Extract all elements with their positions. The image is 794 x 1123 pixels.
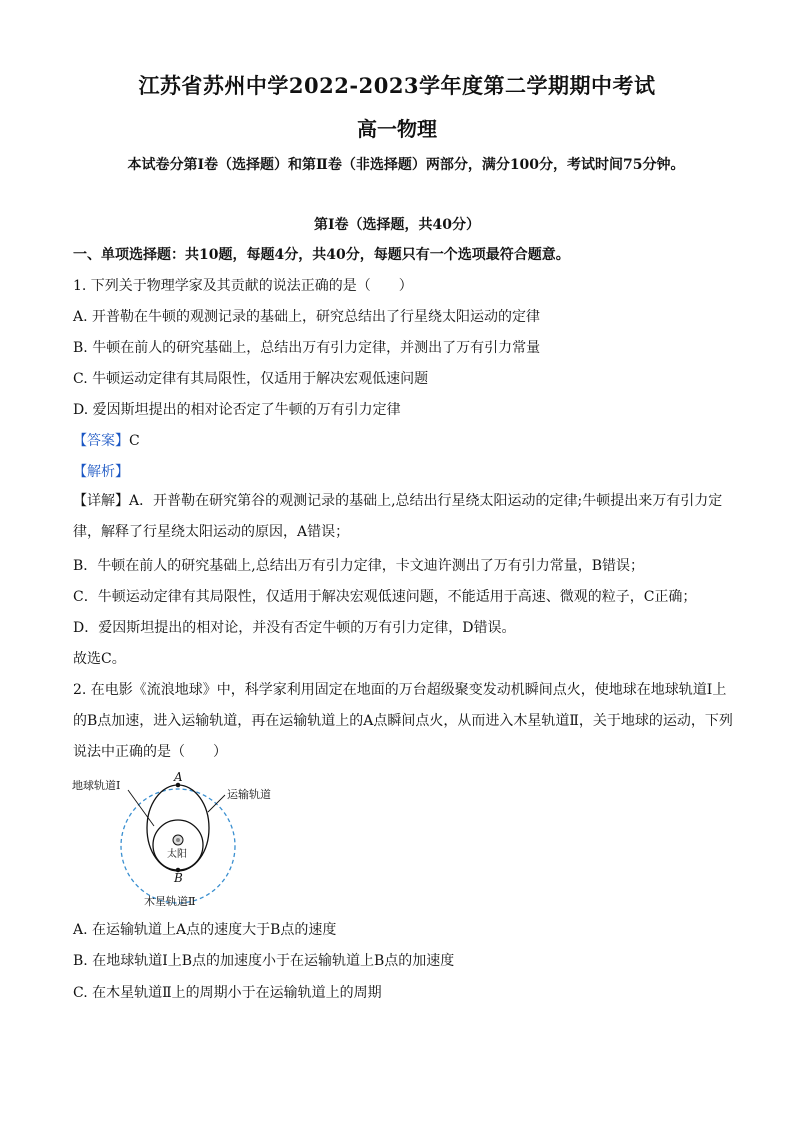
point-b-label: B	[174, 871, 183, 885]
section1-header: 一、单项选择题：共10题，每题4分，共40分，每题只有一个选项最符合题意。	[73, 247, 570, 263]
q1-option-b: B. 牛顿在前人的研究基础上，总结出万有引力定律，并测出了万有引力常量	[73, 340, 541, 356]
q1-option-a: A. 开普勒在牛顿的观测记录的基础上，研究总结出了行星绕太阳运动的定律	[73, 309, 541, 325]
q1-detail-a: 【详解】A．开普勒在研究第谷的观测记录的基础上,总结出行星绕太阳运动的定律;牛顿提出来万有引力定律，解释了行星绕太阳运动的原因，A错误；	[73, 493, 723, 540]
q2-option-b: B. 在地球轨道Ⅰ上B点的加速度小于在运输轨道上B点的加速度	[73, 953, 455, 969]
q1-option-c: C. 牛顿运动定律有其局限性，仅适用于解决宏观低速问题	[73, 371, 429, 387]
orbit-diagram	[70, 768, 290, 908]
point-a-label: A	[174, 770, 183, 784]
q1-detail-d: D．爱因斯坦提出的相对论，并没有否定牛顿的万有引力定律，D错误。	[73, 620, 516, 636]
q1-detail-b: B．牛顿在前人的研究基础上,总结出万有引力定律，卡文迪许测出了万有引力常量，B错误；	[73, 558, 645, 574]
exam-title: 江苏省苏州中学2022-2023学年度第二学期期中考试	[138, 73, 656, 98]
subject-title: 高一物理	[357, 117, 437, 141]
q1-stem: 1. 下列关于物理学家及其贡献的说法正确的是（ ）	[73, 278, 413, 294]
part1-header: 第Ⅰ卷（选择题，共40分）	[313, 217, 481, 233]
q2-stem: 2. 在电影《流浪地球》中，科学家利用固定在地面的万台超级聚变发动机瞬间点火，使地球在地球轨道Ⅰ上的B点加速，进入运输轨道，再在运输轨道上的A点瞬间点火，从而进入木星轨道Ⅱ，关于地球的运动，下列说法中正确的是（ ）	[73, 682, 733, 760]
exam-instructions: 本试卷分第Ⅰ卷（选择题）和第Ⅱ卷（非选择题）两部分，满分100分，考试时间75分钟。	[127, 157, 685, 173]
jupiter-orbit-ii	[121, 789, 235, 903]
orbit1-label: 地球轨道Ⅰ	[72, 779, 121, 792]
sun-label: 太阳	[167, 849, 187, 860]
q2-option-c: C. 在木星轨道Ⅱ上的周期小于在运输轨道上的周期	[73, 985, 382, 1001]
q1-conclusion: 故选C。	[73, 651, 126, 667]
q2-option-a: A. 在运输轨道上A点的速度大于B点的速度	[73, 922, 337, 938]
sun-core	[176, 838, 180, 842]
answer-label: 【答案】	[73, 433, 129, 449]
q1-answer-line	[73, 431, 733, 451]
q1-detail-c: C．牛顿运动定律有其局限性，仅适用于解决宏观低速问题，不能适用于高速、微观的粒子，C正确；	[73, 589, 697, 605]
transfer-label: 运输轨道	[227, 788, 271, 801]
analysis-label: 【解析】	[73, 464, 129, 480]
orbit2-label: 木星轨道Ⅱ	[144, 895, 196, 908]
q1-option-d: D. 爱因斯坦提出的相对论否定了牛顿的万有引力定律	[73, 402, 401, 418]
answer-value: C	[129, 433, 140, 449]
